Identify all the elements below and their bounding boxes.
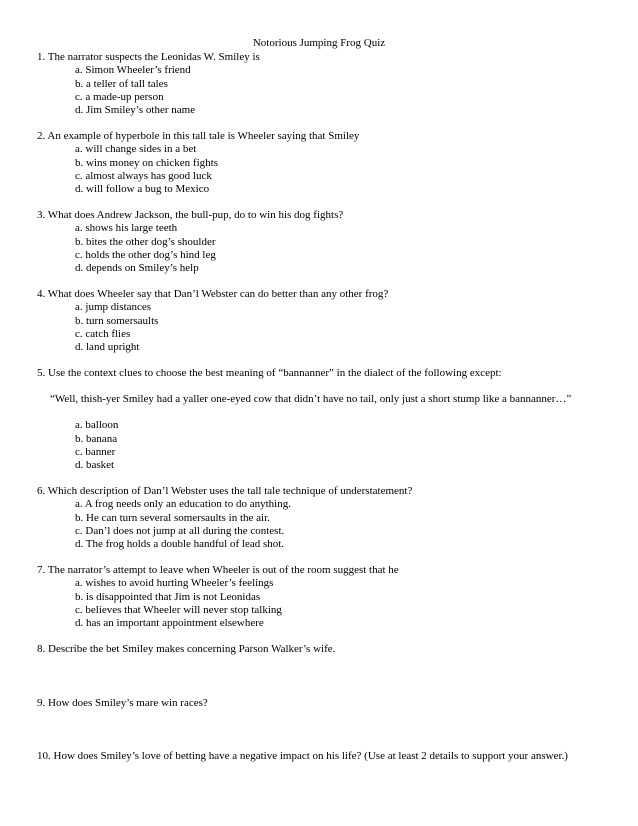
question-1: 1. The narrator suspects the Leonidas W. Smiley is — [37, 51, 260, 63]
question-3-option-c: c. holds the other dog’s hind leg — [75, 249, 216, 261]
question-3-option-a: a. shows his large teeth — [75, 222, 178, 234]
question-9: 9. How does Smiley’s mare win races? — [37, 697, 208, 709]
question-7-option-c: c. believes that Wheeler will never stop talking — [75, 604, 282, 616]
question-1-option-c: c. a made-up person — [75, 91, 164, 103]
question-6-option-a: a. A frog needs only an education to do anything. — [75, 498, 291, 510]
quiz-title: Notorious Jumping Frog Quiz — [252, 37, 386, 49]
question-4-option-d: d. land upright — [75, 341, 140, 353]
question-5-option-a: a. balloon — [75, 419, 119, 431]
question-7-option-b: b. is disappointed that Jim is not Leonidas — [75, 591, 261, 603]
question-4-option-c: c. catch flies — [75, 328, 131, 340]
question-2: 2. An example of hyperbole in this tall tale is Wheeler saying that Smiley — [37, 130, 360, 142]
question-6-option-d: d. The frog holds a double handful of lead shot. — [75, 538, 285, 550]
question-2-option-c: c. almost always has good luck — [75, 170, 212, 182]
question-1-option-d: d. Jim Smiley’s other name — [75, 104, 196, 116]
question-5: 5. Use the context clues to choose the best meaning of “bannanner” in the dialect of the following except: — [37, 367, 502, 379]
question-3: 3. What does Andrew Jackson, the bull-pup, do to win his dog fights? — [37, 209, 344, 221]
question-10: 10. How does Smiley’s love of betting have a negative impact on his life? (Use at least 2 details to support your answer.) — [37, 750, 568, 762]
question-2-option-d: d. will follow a bug to Mexico — [75, 183, 210, 195]
question-4: 4. What does Wheeler say that Dan’l Webster can do better than any other frog? — [37, 288, 389, 300]
question-7-option-d: d. has an important appointment elsewhere — [75, 617, 264, 629]
question-4-option-b: b. turn somersaults — [75, 315, 159, 327]
question-8: 8. Describe the bet Smiley makes concerning Parson Walker’s wife. — [37, 643, 336, 655]
question-5-option-b: b. banana — [75, 433, 118, 445]
question-2-option-a: a. will change sides in a bet — [75, 143, 197, 155]
question-7-option-a: a. wishes to avoid hurting Wheeler’s feelings — [75, 577, 274, 589]
question-1-option-a: a. Simon Wheeler’s friend — [75, 64, 191, 76]
question-6-option-c: c. Dan’l does not jump at all during the contest. — [75, 525, 285, 537]
question-4-option-a: a. jump distances — [75, 301, 152, 313]
question-5-quote: “Well, thish-yer Smiley had a yaller one-eyed cow that didn’t have no tail, only just a short stump like a bannanner…” — [50, 393, 572, 405]
question-3-option-b: b. bites the other dog’s shoulder — [75, 236, 216, 248]
question-5-option-d: d. basket — [75, 459, 115, 471]
question-2-option-b: b. wins money on chicken fights — [75, 157, 218, 169]
question-7: 7. The narrator’s attempt to leave when Wheeler is out of the room suggest that he — [37, 564, 399, 576]
question-3-option-d: d. depends on Smiley’s help — [75, 262, 199, 274]
question-6-option-b: b. He can turn several somersaults in the air. — [75, 512, 270, 524]
question-5-option-c: c. banner — [75, 446, 116, 458]
question-6: 6. Which description of Dan’l Webster uses the tall tale technique of understatement? — [37, 485, 413, 497]
question-1-option-b: b. a teller of tall tales — [75, 78, 168, 90]
